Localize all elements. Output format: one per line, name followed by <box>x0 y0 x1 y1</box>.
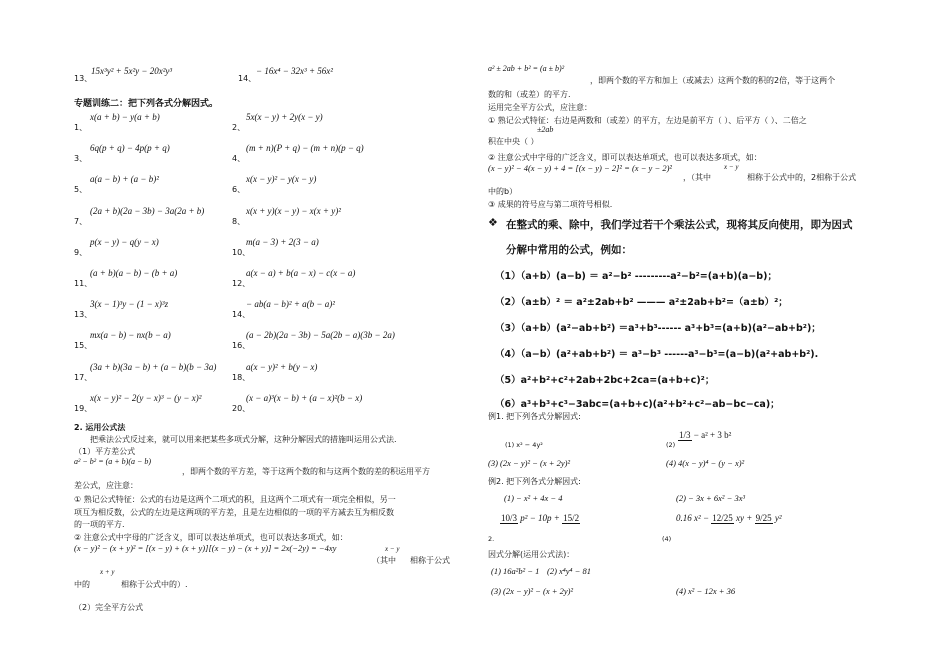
formula: x + y <box>100 568 115 576</box>
fraction <box>678 431 692 441</box>
exercise-expression: (a − 2b)(2a − 3b) − 5a(2b − a)(3b − 2a) <box>246 330 395 341</box>
item-number: 13、 <box>74 74 93 83</box>
formula: (x − y)² − (x + y)² = [(x − y) + (x + y)][(x − y) − (x + y)] = 2x(−2y) = −4xy <box>74 543 337 553</box>
paragraph: 相称于公式 <box>410 556 450 565</box>
item-number: 4、 <box>232 154 246 164</box>
paragraph: 把乘法公式反过来，就可以用来把某些多项式分解，这种分解因式的措施叫运用公式法. <box>90 435 397 444</box>
exercise-expression: 3(x − 1)³y − (1 − x)³z <box>90 299 169 310</box>
example-title: 例2. 把下列各式分解因式: <box>488 477 581 486</box>
exercise-item: (1) 16a²b² − 1 <box>491 566 540 576</box>
item-number: 10、 <box>232 247 251 257</box>
exercise-item: (2) x⁴y⁴ − 81 <box>547 566 591 576</box>
exercise-expression: p² − 10p + <box>520 513 560 523</box>
paragraph: 项互为相反数，公式的左边是这两项的平方差，且是左边相似的一项的平方减去互为相反数 <box>74 508 394 517</box>
fraction-value: 10/3 <box>501 512 518 523</box>
paragraph: ③ 成果的符号应与第二项符号相似. <box>488 200 613 209</box>
exercise-item: (2) − 3x + 6x² − 3x³ <box>676 493 746 503</box>
item-number: 13、 <box>74 310 93 320</box>
method-title: 2. 运用公式法 <box>74 423 126 432</box>
exercise-expression: x(x + y)(x − y) − x(x + y)² <box>246 205 341 216</box>
fraction <box>711 514 734 524</box>
exercise-item: (1) x² − 4y² <box>505 441 543 449</box>
exercise-expression: 5x(x − y) + 2y(x − y) <box>246 112 323 122</box>
exercise-item <box>678 430 731 441</box>
item-number: 8、 <box>232 216 246 226</box>
fraction <box>755 514 773 524</box>
formula: a² ± 2ab + b² = (a ± b)² <box>488 64 565 73</box>
exercise-expression: a(x − a) + b(a − x) − c(x − a) <box>246 268 356 278</box>
item-number: 18、 <box>232 372 251 382</box>
subsection-title: （1）平方差公式 <box>74 447 136 456</box>
exercise-item: (4) 4(x − y)⁴ − (y − x)² <box>666 458 745 468</box>
paragraph: ② 注意公式中字母的广泛含义，即可以表达单项式，也可以表达多项式，如： <box>74 533 348 542</box>
fraction-value: 9/25 <box>755 512 772 523</box>
paragraph: 的一项的平方. <box>74 520 125 529</box>
paragraph: ① 熟记公式特征：右边是两数和（或差）的平方，左边是前平方（ ）、后平方（ ）、二倍之 <box>488 116 807 125</box>
formula-line: （4）（a−b）(a²+ab+b²) ＝ a³−b³ ------a³−b³=(a−b)(a²+ab+b²). <box>495 349 819 360</box>
fraction <box>500 514 518 524</box>
math-expression: − 16x⁴ − 32x³ + 56x² <box>256 66 333 76</box>
exercise-expression: 6q(p + q) − 4p(p + q) <box>90 143 170 154</box>
item-number: 7、 <box>74 216 88 226</box>
formula: x − y <box>724 163 739 171</box>
formula-line: （6）a³+b³+c³−3abc=(a+b+c)(a²+b²+c²−ab−bc−ca)； <box>495 399 780 410</box>
exercise-expression: (x − a)³(x − b) + (a − x)²(b − x) <box>246 392 363 403</box>
example-title: 例1. 把下列各式分解因式: <box>488 412 581 421</box>
paragraph: 中的b） <box>488 187 518 196</box>
item-number: 14、 <box>232 310 251 320</box>
fraction-value: 12/25 <box>712 512 733 523</box>
subsection-title: （2）完全平方公式 <box>74 603 144 612</box>
paragraph: ，即两个数的平方差，等于这两个数的和与这两个数的差的积运用平方 <box>182 467 430 476</box>
exercise-expression: 0.16 x² − <box>676 513 710 523</box>
exercise-expression: a(x − y)² + b(y − x) <box>246 361 318 372</box>
item-label: (2) <box>666 441 676 449</box>
formula: ±2ab <box>537 125 554 134</box>
exercise-expression: (a + b)(a − b) − (b + a) <box>90 268 178 278</box>
fraction-value: 1/3 <box>679 429 691 440</box>
paragraph: ，即两个数的平方和加上（或减去）这两个数的积的2倍，等于这两个 <box>590 76 836 85</box>
item-number: 20、 <box>232 403 251 413</box>
exercise-item: (1) − x² + 4x − 4 <box>504 493 563 503</box>
item-number: 5、 <box>74 185 88 195</box>
exercise-expression: xy + <box>736 513 753 523</box>
section-title: 专题训练二：把下列各式分解因式。 <box>74 99 219 109</box>
exercise-expression: mx(a − b) − nx(b − a) <box>90 330 171 341</box>
exercise-item: (3) (2x − y)² − (x + 2y)² <box>488 458 571 468</box>
exercise-expression: p(x − y) − q(y − x) <box>90 236 159 247</box>
exercise-item: (4) x² − 12x + 36 <box>676 586 736 596</box>
paragraph: 运用完全平方公式，应注意： <box>488 103 592 112</box>
item-number: 16、 <box>232 341 251 351</box>
item-number: 9、 <box>74 247 88 257</box>
paragraph: 差公式，应注意： <box>74 481 138 490</box>
exercise-expression: x(x − y)² − y(x − y) <box>246 174 317 185</box>
exercise-expression: − ab(a − b)² + a(b − a)² <box>246 299 335 310</box>
paragraph: ② 注意公式中字母的广泛含义，即可以表达单项式，也可以表达多项式，如： <box>488 153 762 162</box>
exercise-expression: y² <box>774 513 782 523</box>
item-number: 2、 <box>232 123 246 132</box>
item-number: 15、 <box>74 341 93 351</box>
paragraph: （其中 <box>372 556 396 565</box>
exercise-expression: m(a − 3) + 2(3 − a) <box>246 236 319 247</box>
formula: (x − y)² − 4(x − y) + 4 = [(x − y) − 2]² = (x − y − 2)² <box>488 163 672 173</box>
exercise-expression: a(a − b) + (a − b)² <box>90 174 159 185</box>
exercise-expression: x(x − y)² − 2(y − x)³ − (y − x)² <box>90 392 202 403</box>
fraction-value: 15/2 <box>563 512 580 523</box>
item-label: 2. <box>488 535 495 543</box>
fraction <box>562 514 580 524</box>
paragraph: 积在中央（ ） <box>488 137 539 146</box>
formula: x − y <box>385 545 400 553</box>
item-number: 3、 <box>74 154 88 164</box>
exercise-item <box>500 513 580 524</box>
item-label: (4) <box>662 535 672 543</box>
item-number: 12、 <box>232 279 251 288</box>
paragraph: 相称于公式中的，2相称于公式 <box>747 173 857 182</box>
item-number: 19、 <box>74 403 93 413</box>
exercise-expression: (3a + b)(3a − b) + (a − b)(b − 3a) <box>90 361 217 372</box>
item-number: 11、 <box>74 279 93 288</box>
exercise-expression: x(a + b) − y(a + b) <box>90 112 160 122</box>
item-number: 6、 <box>232 185 246 195</box>
paragraph: 中的 <box>74 580 90 589</box>
formula: a² − b² = (a + b)(a − b) <box>74 457 152 466</box>
paragraph: ，（其中 <box>683 173 711 182</box>
item-number: 14、 <box>238 74 257 83</box>
exercise-expression: − a² + 3 b² <box>693 430 732 440</box>
item-number: 17、 <box>74 372 93 382</box>
formula-line: （3）（a+b）(a²−ab+b²) ＝a³+b³------ a³+b³=(a+b)(a²−ab+b²)； <box>495 323 821 334</box>
paragraph: ① 熟记公式特征：公式的右边是这两个二项式的积，且这两个二项式有一项完全相似，另一 <box>74 495 396 504</box>
exercise-item: (3) (2x − y)² − (x + 2y)² <box>491 586 574 596</box>
math-expression: 15x³y² + 5x²y − 20x²y³ <box>91 66 173 76</box>
item-number: 1、 <box>74 123 88 132</box>
exercise-expression: (m + n)(P + q) − (m + n)(p − q) <box>246 143 364 154</box>
paragraph: 数的和（或差）的平方. <box>488 90 571 99</box>
exercise-expression: (2a + b)(2a − 3b) − 3a(2a + b) <box>90 205 205 216</box>
heading: 分解中常用的公式，例如： <box>506 244 632 256</box>
formula-line: （5）a²+b²+c²+2ab+2bc+2ca=(a+b+c)²； <box>495 375 715 386</box>
paragraph: 相称于公式中的）. <box>121 580 188 589</box>
formula-line: （2）（a±b）² ＝ a²±2ab+b² ——— a²±2ab+b²=（a±b）²； <box>495 297 788 308</box>
bullet-icon: ❖ <box>488 216 498 229</box>
example-title: 因式分解(运用公式法)： <box>488 550 575 559</box>
heading: 在整式的乘、除中，我们学过若干个乘法公式，现将其反向使用，即为因式 <box>506 219 853 231</box>
formula-line: （1）（a+b）(a−b) ＝ a²−b² ---------a²−b²=(a+b)(a−b)； <box>495 271 777 282</box>
exercise-item <box>676 513 782 524</box>
